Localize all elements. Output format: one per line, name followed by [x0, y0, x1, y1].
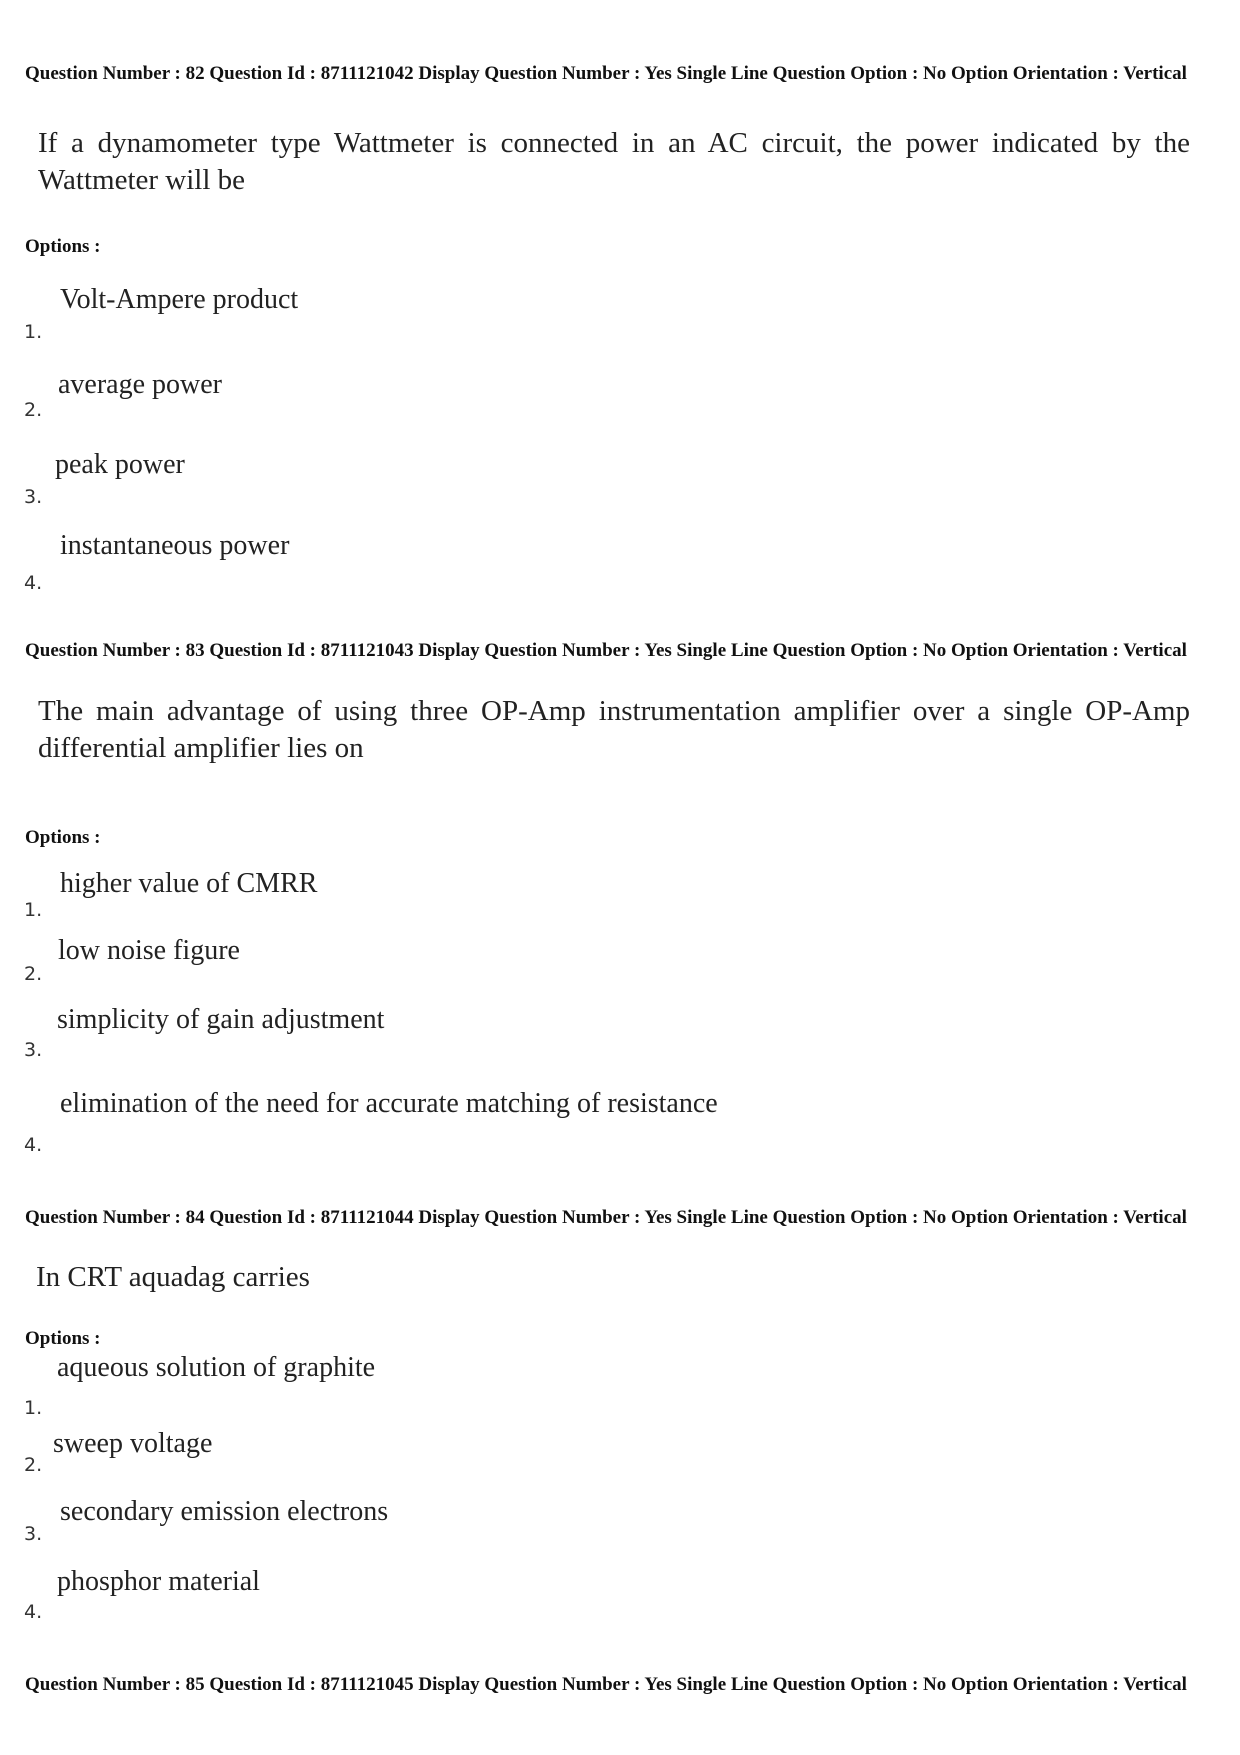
- question-83-text: The main advantage of using three OP-Amp instrumentation amplifier over a single OP-Amp differential amplifier lies on: [38, 695, 1190, 764]
- question-82-option-1-text: Volt-Ampere product: [60, 284, 299, 315]
- question-82-option-2-number: 2.: [24, 399, 43, 421]
- question-84-option-3-text: secondary emission electrons: [60, 1496, 389, 1527]
- question-85-meta: Question Number : 85 Question Id : 8711121045 Display Question Number : Yes Single Line Question Option : No Option Orientation : Vertical: [25, 1674, 1187, 1695]
- question-84-meta: Question Number : 84 Question Id : 8711121044 Display Question Number : Yes Single Line Question Option : No Option Orientation : Vertical: [25, 1207, 1187, 1228]
- question-84-option-1-number: 1.: [24, 1397, 43, 1419]
- question-84-options-label: Options :: [25, 1328, 101, 1349]
- question-84-text: In CRT aquadag carries: [36, 1261, 310, 1293]
- question-82-options-label: Options :: [25, 236, 101, 257]
- question-82-option-2-text: average power: [58, 369, 223, 400]
- question-82-option-3-number: 3.: [24, 486, 43, 508]
- question-83-option-1-number: 1.: [24, 899, 43, 921]
- question-84-option-1-text: aqueous solution of graphite: [57, 1352, 376, 1383]
- question-82-option-3-text: peak power: [55, 449, 185, 480]
- question-82-text: If a dynamometer type Wattmeter is connected in an AC circuit, the power indicated by the Wattmeter will be: [38, 127, 1190, 196]
- question-84-option-2-text: sweep voltage: [53, 1428, 213, 1459]
- question-83-option-4-number: 4.: [24, 1134, 43, 1156]
- question-83-option-4-text: elimination of the need for accurate matching of resistance: [60, 1088, 718, 1119]
- question-84-option-2-number: 2.: [24, 1454, 43, 1476]
- question-83-option-2-text: low noise figure: [58, 935, 240, 966]
- question-83-option-3-number: 3.: [24, 1039, 43, 1061]
- question-83-option-2-number: 2.: [24, 963, 43, 985]
- question-83-option-1-text: higher value of CMRR: [60, 868, 318, 899]
- question-83-meta: Question Number : 83 Question Id : 8711121043 Display Question Number : Yes Single Line Question Option : No Option Orientation : Vertical: [25, 640, 1187, 661]
- question-83-options-label: Options :: [25, 827, 101, 848]
- question-82-option-1-number: 1.: [24, 321, 43, 343]
- question-82-option-4-number: 4.: [24, 572, 43, 594]
- question-82-option-4-text: instantaneous power: [60, 530, 290, 561]
- question-83-option-3-text: simplicity of gain adjustment: [57, 1004, 385, 1035]
- question-82-meta: Question Number : 82 Question Id : 8711121042 Display Question Number : Yes Single Line Question Option : No Option Orientation : Vertical: [25, 63, 1187, 84]
- question-84-option-4-text: phosphor material: [57, 1566, 260, 1597]
- question-84-option-3-number: 3.: [24, 1523, 43, 1545]
- question-84-option-4-number: 4.: [24, 1601, 43, 1623]
